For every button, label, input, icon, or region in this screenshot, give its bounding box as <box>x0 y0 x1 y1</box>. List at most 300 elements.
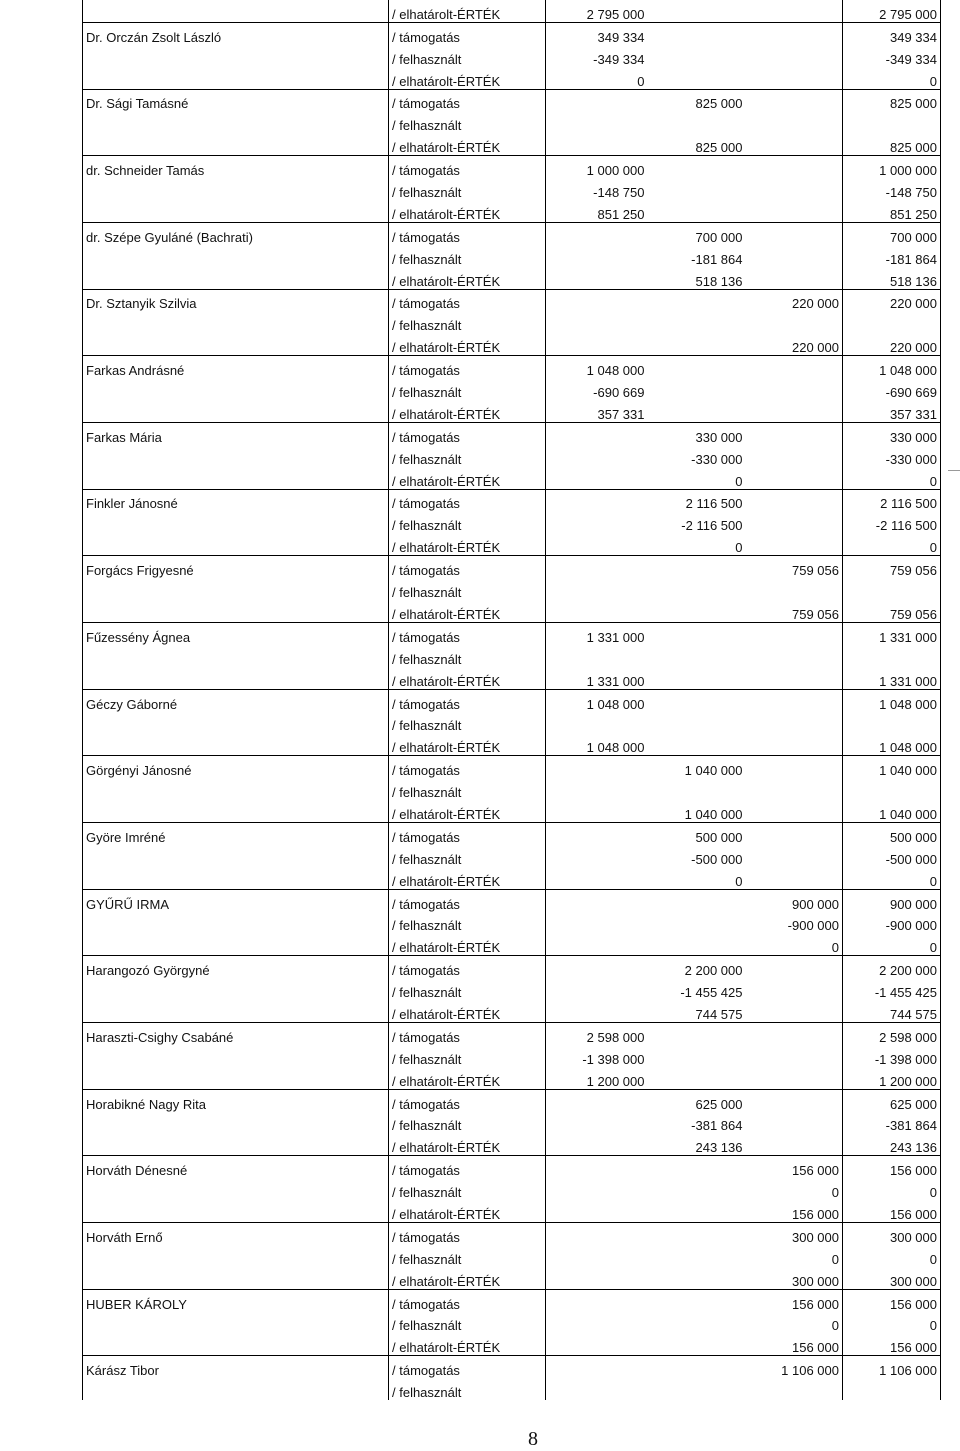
table-row <box>83 733 941 755</box>
entry-type: / elhatárolt-ÉRTÉK <box>389 1333 546 1355</box>
amount-total: 759 056 <box>843 600 941 622</box>
amount-col-2 <box>648 289 746 311</box>
entry-type: / támogatás <box>389 756 546 778</box>
entry-type: / elhatárolt-ÉRTÉK <box>389 0 546 22</box>
amount-col-3 <box>746 467 843 489</box>
amount-col-1: -148 750 <box>593 185 645 201</box>
entry-type: / elhatárolt-ÉRTÉK <box>389 1200 546 1222</box>
table-row <box>83 778 941 800</box>
amount-col-1 <box>546 1378 648 1400</box>
table-row <box>83 1045 941 1067</box>
amount-total: 156 000 <box>843 1333 941 1355</box>
amount-total: 0 <box>843 1178 941 1200</box>
recipient-name <box>83 1245 389 1267</box>
amount-col-2: 0 <box>648 867 746 889</box>
amount-total: -500 000 <box>843 845 941 867</box>
table-row <box>83 156 941 178</box>
table-row <box>83 645 941 667</box>
table-row <box>83 133 941 155</box>
amount-col-3 <box>746 22 843 44</box>
amount-col-3: 0 <box>746 933 843 955</box>
amount-col-2 <box>648 67 746 89</box>
table-row <box>83 0 941 22</box>
table-row <box>83 245 941 267</box>
amount-col-3 <box>746 733 843 755</box>
amount-col-1: 1 200 000 <box>546 1067 648 1089</box>
table-row <box>83 1112 941 1134</box>
table-row <box>83 1178 941 1200</box>
amount-col-2 <box>648 356 746 378</box>
recipient-name <box>83 600 389 622</box>
table-row <box>83 200 941 222</box>
amount-col-2 <box>648 1178 746 1200</box>
amount-col-3 <box>746 67 843 89</box>
table-row <box>83 712 941 734</box>
amount-col-3 <box>746 178 843 200</box>
entry-type: / támogatás <box>389 22 546 44</box>
table-row <box>83 867 941 889</box>
entry-type: / támogatás <box>389 1156 546 1178</box>
table-row <box>83 978 941 1000</box>
amount-total: 825 000 <box>843 133 941 155</box>
recipient-name <box>83 800 389 822</box>
amount-col-3 <box>746 267 843 289</box>
amount-col-3: 759 056 <box>746 600 843 622</box>
amount-col-2 <box>648 1312 746 1334</box>
amount-col-1 <box>546 289 648 311</box>
amount-col-1 <box>546 889 648 911</box>
amount-total <box>843 712 941 734</box>
amount-col-2: 1 040 000 <box>684 763 743 779</box>
amount-col-3 <box>746 133 843 155</box>
amount-col-2: 825 000 <box>695 96 743 112</box>
amount-col-1 <box>546 467 648 489</box>
recipient-name <box>83 445 389 467</box>
amount-col-1 <box>546 333 648 355</box>
amount-total: 0 <box>843 867 941 889</box>
recipient-name: Farkas Mária <box>83 422 389 444</box>
amount-col-2 <box>648 311 746 333</box>
entry-type: / felhasznált <box>389 1378 546 1400</box>
amount-col-2: 330 000 <box>695 429 743 445</box>
amount-col-2 <box>648 578 746 600</box>
recipient-name <box>83 645 389 667</box>
recipient-name <box>83 1200 389 1222</box>
amount-col-2: 0 <box>648 467 746 489</box>
amount-col-3 <box>746 822 843 844</box>
recipient-name: Györe Imréné <box>83 822 389 844</box>
grant-table-body <box>83 0 941 1400</box>
entry-type: / felhasznált <box>389 378 546 400</box>
table-row <box>83 622 941 644</box>
amount-total: -690 669 <box>843 378 941 400</box>
table-row <box>83 489 941 511</box>
amount-col-2: -1 455 425 <box>680 985 743 1001</box>
recipient-name <box>83 333 389 355</box>
amount-col-1 <box>546 511 648 533</box>
amount-total: -330 000 <box>843 445 941 467</box>
recipient-name <box>83 267 389 289</box>
table-row <box>83 689 941 711</box>
table-row <box>83 289 941 311</box>
amount-col-3 <box>746 622 843 644</box>
recipient-name <box>83 1000 389 1022</box>
amount-col-1: 349 334 <box>597 29 645 45</box>
amount-total: 518 136 <box>843 267 941 289</box>
table-row <box>83 889 941 911</box>
amount-col-1: 1 048 000 <box>546 733 648 755</box>
amount-total: 156 000 <box>843 1156 941 1178</box>
amount-total: 1 106 000 <box>843 1356 941 1378</box>
scan-mark <box>948 470 960 471</box>
amount-col-1 <box>546 756 648 778</box>
table-row <box>83 22 941 44</box>
amount-col-3 <box>746 712 843 734</box>
entry-type: / elhatárolt-ÉRTÉK <box>389 267 546 289</box>
amount-col-1 <box>546 422 648 444</box>
entry-type: / elhatárolt-ÉRTÉK <box>389 867 546 889</box>
amount-col-3: 0 <box>831 1185 839 1201</box>
entry-type: / támogatás <box>389 1289 546 1311</box>
recipient-name <box>83 467 389 489</box>
recipient-name: Dr. Sági Tamásné <box>83 89 389 111</box>
amount-col-2 <box>648 712 746 734</box>
amount-col-3 <box>746 356 843 378</box>
amount-total: 156 000 <box>843 1200 941 1222</box>
amount-col-3 <box>746 311 843 333</box>
entry-type: / felhasznált <box>389 178 546 200</box>
amount-col-2: 625 000 <box>695 1096 743 1112</box>
amount-col-2: -500 000 <box>691 851 743 867</box>
amount-col-3: -900 000 <box>787 918 839 934</box>
amount-col-2: 243 136 <box>648 1133 746 1155</box>
amount-col-3 <box>746 978 843 1000</box>
amount-total: 1 048 000 <box>843 733 941 755</box>
amount-col-3 <box>746 0 843 22</box>
recipient-name <box>83 0 389 22</box>
table-row <box>83 445 941 467</box>
table-row <box>83 333 941 355</box>
amount-col-3 <box>746 845 843 867</box>
amount-col-2 <box>648 178 746 200</box>
amount-col-1 <box>546 933 648 955</box>
amount-total <box>843 1378 941 1400</box>
amount-total: 1 048 000 <box>843 689 941 711</box>
amount-col-2 <box>648 1267 746 1289</box>
amount-col-2 <box>648 1200 746 1222</box>
entry-type: / felhasznált <box>389 445 546 467</box>
amount-total: 1 000 000 <box>843 156 941 178</box>
amount-total: 300 000 <box>843 1222 941 1244</box>
amount-col-2 <box>648 1045 746 1067</box>
table-row <box>83 800 941 822</box>
recipient-name <box>83 245 389 267</box>
amount-col-3 <box>746 511 843 533</box>
table-row <box>83 756 941 778</box>
table-row <box>83 1356 941 1378</box>
recipient-name: Görgényi Jánosné <box>83 756 389 778</box>
amount-col-1 <box>546 1133 648 1155</box>
amount-col-3: 1 106 000 <box>781 1363 839 1379</box>
amount-col-1 <box>546 245 648 267</box>
recipient-name: Farkas Andrásné <box>83 356 389 378</box>
amount-col-1 <box>546 1312 648 1334</box>
amount-total <box>843 645 941 667</box>
recipient-name <box>83 978 389 1000</box>
amount-col-1 <box>546 111 648 133</box>
amount-col-1 <box>546 133 648 155</box>
entry-type: / támogatás <box>389 1089 546 1111</box>
amount-total: 700 000 <box>843 222 941 244</box>
amount-col-2: -2 116 500 <box>681 518 743 534</box>
amount-col-1 <box>546 311 648 333</box>
amount-col-1 <box>546 1267 648 1289</box>
amount-total: -1 398 000 <box>843 1045 941 1067</box>
amount-col-1 <box>546 800 648 822</box>
amount-col-2 <box>648 378 746 400</box>
entry-type: / felhasznált <box>389 1112 546 1134</box>
amount-col-3 <box>746 800 843 822</box>
amount-col-1: 1 048 000 <box>586 696 645 712</box>
entry-type: / felhasznált <box>389 578 546 600</box>
amount-col-3 <box>746 667 843 689</box>
amount-col-3 <box>746 45 843 67</box>
amount-col-1: 1 000 000 <box>586 163 645 179</box>
amount-col-3 <box>746 89 843 111</box>
amount-col-2 <box>648 1067 746 1089</box>
amount-col-2: 500 000 <box>695 829 743 845</box>
entry-type: / támogatás <box>389 489 546 511</box>
table-row <box>83 111 941 133</box>
amount-total: -900 000 <box>843 912 941 934</box>
amount-col-2 <box>648 645 746 667</box>
amount-col-1 <box>546 578 648 600</box>
table-row <box>83 1200 941 1222</box>
amount-col-3: 156 000 <box>792 1163 839 1179</box>
amount-col-3 <box>746 778 843 800</box>
recipient-name <box>83 67 389 89</box>
amount-col-3: 0 <box>831 1318 839 1334</box>
recipient-name <box>83 667 389 689</box>
amount-col-1 <box>546 867 648 889</box>
table-row <box>83 1022 941 1044</box>
amount-total: 220 000 <box>843 289 941 311</box>
entry-type: / felhasznált <box>389 245 546 267</box>
table-row <box>83 422 941 444</box>
recipient-name <box>83 733 389 755</box>
entry-type: / elhatárolt-ÉRTÉK <box>389 133 546 155</box>
amount-col-3 <box>746 422 843 444</box>
entry-type: / elhatárolt-ÉRTÉK <box>389 200 546 222</box>
amount-total: 243 136 <box>843 1133 941 1155</box>
entry-type: / támogatás <box>389 889 546 911</box>
recipient-name: Fűzessény Ágnea <box>83 622 389 644</box>
amount-col-1 <box>546 533 648 555</box>
table-row <box>83 600 941 622</box>
table-row <box>83 578 941 600</box>
amount-col-2 <box>648 200 746 222</box>
entry-type: / elhatárolt-ÉRTÉK <box>389 467 546 489</box>
amount-total: 0 <box>843 467 941 489</box>
amount-col-3: 759 056 <box>792 563 839 579</box>
recipient-name <box>83 400 389 422</box>
recipient-name <box>83 867 389 889</box>
amount-col-1 <box>546 1089 648 1111</box>
amount-total: 357 331 <box>843 400 941 422</box>
amount-total: 0 <box>843 67 941 89</box>
amount-col-1 <box>546 600 648 622</box>
recipient-name <box>83 45 389 67</box>
table-row <box>83 533 941 555</box>
amount-col-2 <box>648 1289 746 1311</box>
recipient-name <box>83 511 389 533</box>
amount-col-1: 357 331 <box>546 400 648 422</box>
recipient-name <box>83 778 389 800</box>
amount-col-1 <box>546 712 648 734</box>
amount-total: 2 598 000 <box>843 1022 941 1044</box>
grant-table <box>82 0 941 1400</box>
recipient-name <box>83 1312 389 1334</box>
amount-total: 300 000 <box>843 1267 941 1289</box>
amount-total: 1 048 000 <box>843 356 941 378</box>
amount-col-3 <box>746 533 843 555</box>
recipient-name: Horváth Dénesné <box>83 1156 389 1178</box>
amount-col-3 <box>746 200 843 222</box>
amount-col-2: 518 136 <box>648 267 746 289</box>
amount-col-1 <box>546 222 648 244</box>
amount-total: 625 000 <box>843 1089 941 1111</box>
entry-type: / felhasznált <box>389 111 546 133</box>
amount-col-2 <box>648 111 746 133</box>
amount-col-1 <box>546 645 648 667</box>
amount-col-1: 0 <box>546 67 648 89</box>
amount-col-2 <box>648 667 746 689</box>
amount-col-1: 1 331 000 <box>586 629 645 645</box>
amount-col-3 <box>746 578 843 600</box>
amount-col-1 <box>546 1333 648 1355</box>
amount-col-2: -181 864 <box>691 251 743 267</box>
entry-type: / elhatárolt-ÉRTÉK <box>389 1133 546 1155</box>
amount-col-3: 156 000 <box>746 1200 843 1222</box>
amount-total: 900 000 <box>843 889 941 911</box>
recipient-name <box>83 1112 389 1134</box>
entry-type: / elhatárolt-ÉRTÉK <box>389 800 546 822</box>
amount-col-3 <box>746 1000 843 1022</box>
amount-total: 500 000 <box>843 822 941 844</box>
recipient-name: Géczy Gáborné <box>83 689 389 711</box>
entry-type: / elhatárolt-ÉRTÉK <box>389 67 546 89</box>
table-row <box>83 267 941 289</box>
amount-col-2 <box>648 0 746 22</box>
table-row <box>83 378 941 400</box>
amount-col-3 <box>746 222 843 244</box>
entry-type: / felhasznált <box>389 1178 546 1200</box>
amount-total: 349 334 <box>843 22 941 44</box>
amount-col-1: 2 795 000 <box>546 0 648 22</box>
amount-col-2 <box>648 600 746 622</box>
amount-col-3 <box>746 867 843 889</box>
table-row <box>83 1156 941 1178</box>
table-row <box>83 311 941 333</box>
amount-col-2 <box>648 1022 746 1044</box>
table-row <box>83 45 941 67</box>
amount-col-1 <box>546 978 648 1000</box>
amount-col-3 <box>746 378 843 400</box>
amount-total: 0 <box>843 933 941 955</box>
amount-col-1 <box>546 1112 648 1134</box>
entry-type: / támogatás <box>389 1222 546 1244</box>
recipient-name: Haraszti-Csighy Csabáné <box>83 1022 389 1044</box>
amount-col-1 <box>546 778 648 800</box>
amount-total: 1 331 000 <box>843 667 941 689</box>
entry-type: / támogatás <box>389 622 546 644</box>
amount-col-1 <box>546 267 648 289</box>
entry-type: / felhasznált <box>389 712 546 734</box>
entry-type: / felhasznált <box>389 978 546 1000</box>
amount-col-2 <box>648 622 746 644</box>
amount-total: 2 795 000 <box>843 0 941 22</box>
amount-col-1 <box>546 556 648 578</box>
amount-col-3 <box>746 156 843 178</box>
table-row <box>83 912 941 934</box>
amount-col-2 <box>648 45 746 67</box>
entry-type: / támogatás <box>389 822 546 844</box>
recipient-name: Horváth Ernő <box>83 1222 389 1244</box>
amount-col-3 <box>746 1045 843 1067</box>
amount-col-1: -1 398 000 <box>582 1051 645 1067</box>
amount-col-1: -349 334 <box>593 51 645 67</box>
amount-col-2: 825 000 <box>648 133 746 155</box>
amount-col-1 <box>546 445 648 467</box>
recipient-name <box>83 712 389 734</box>
table-row <box>83 667 941 689</box>
amount-col-3 <box>746 445 843 467</box>
entry-type: / felhasznált <box>389 1245 546 1267</box>
amount-col-2: 744 575 <box>648 1000 746 1022</box>
table-row <box>83 933 941 955</box>
amount-total: 0 <box>843 1245 941 1267</box>
amount-total: 330 000 <box>843 422 941 444</box>
amount-col-2 <box>648 333 746 355</box>
recipient-name: HUBER KÁROLY <box>83 1289 389 1311</box>
table-row <box>83 822 941 844</box>
recipient-name <box>83 1333 389 1355</box>
amount-col-2 <box>648 778 746 800</box>
recipient-name: Kárász Tibor <box>83 1356 389 1378</box>
amount-col-1 <box>546 845 648 867</box>
table-row <box>83 1333 941 1355</box>
amount-col-1 <box>546 1289 648 1311</box>
table-row <box>83 400 941 422</box>
amount-col-3 <box>746 489 843 511</box>
amount-col-2: 700 000 <box>695 229 743 245</box>
amount-col-1 <box>546 1156 648 1178</box>
amount-col-3: 220 000 <box>746 333 843 355</box>
recipient-name: dr. Schneider Tamás <box>83 156 389 178</box>
entry-type: / elhatárolt-ÉRTÉK <box>389 733 546 755</box>
amount-col-3 <box>746 1022 843 1044</box>
amount-col-2: 0 <box>648 533 746 555</box>
amount-total <box>843 111 941 133</box>
recipient-name <box>83 845 389 867</box>
entry-type: / támogatás <box>389 356 546 378</box>
amount-col-3 <box>746 400 843 422</box>
amount-col-2 <box>648 1245 746 1267</box>
recipient-name: Dr. Orczán Zsolt László <box>83 22 389 44</box>
recipient-name <box>83 1267 389 1289</box>
amount-col-2 <box>648 889 746 911</box>
amount-col-2 <box>648 1378 746 1400</box>
